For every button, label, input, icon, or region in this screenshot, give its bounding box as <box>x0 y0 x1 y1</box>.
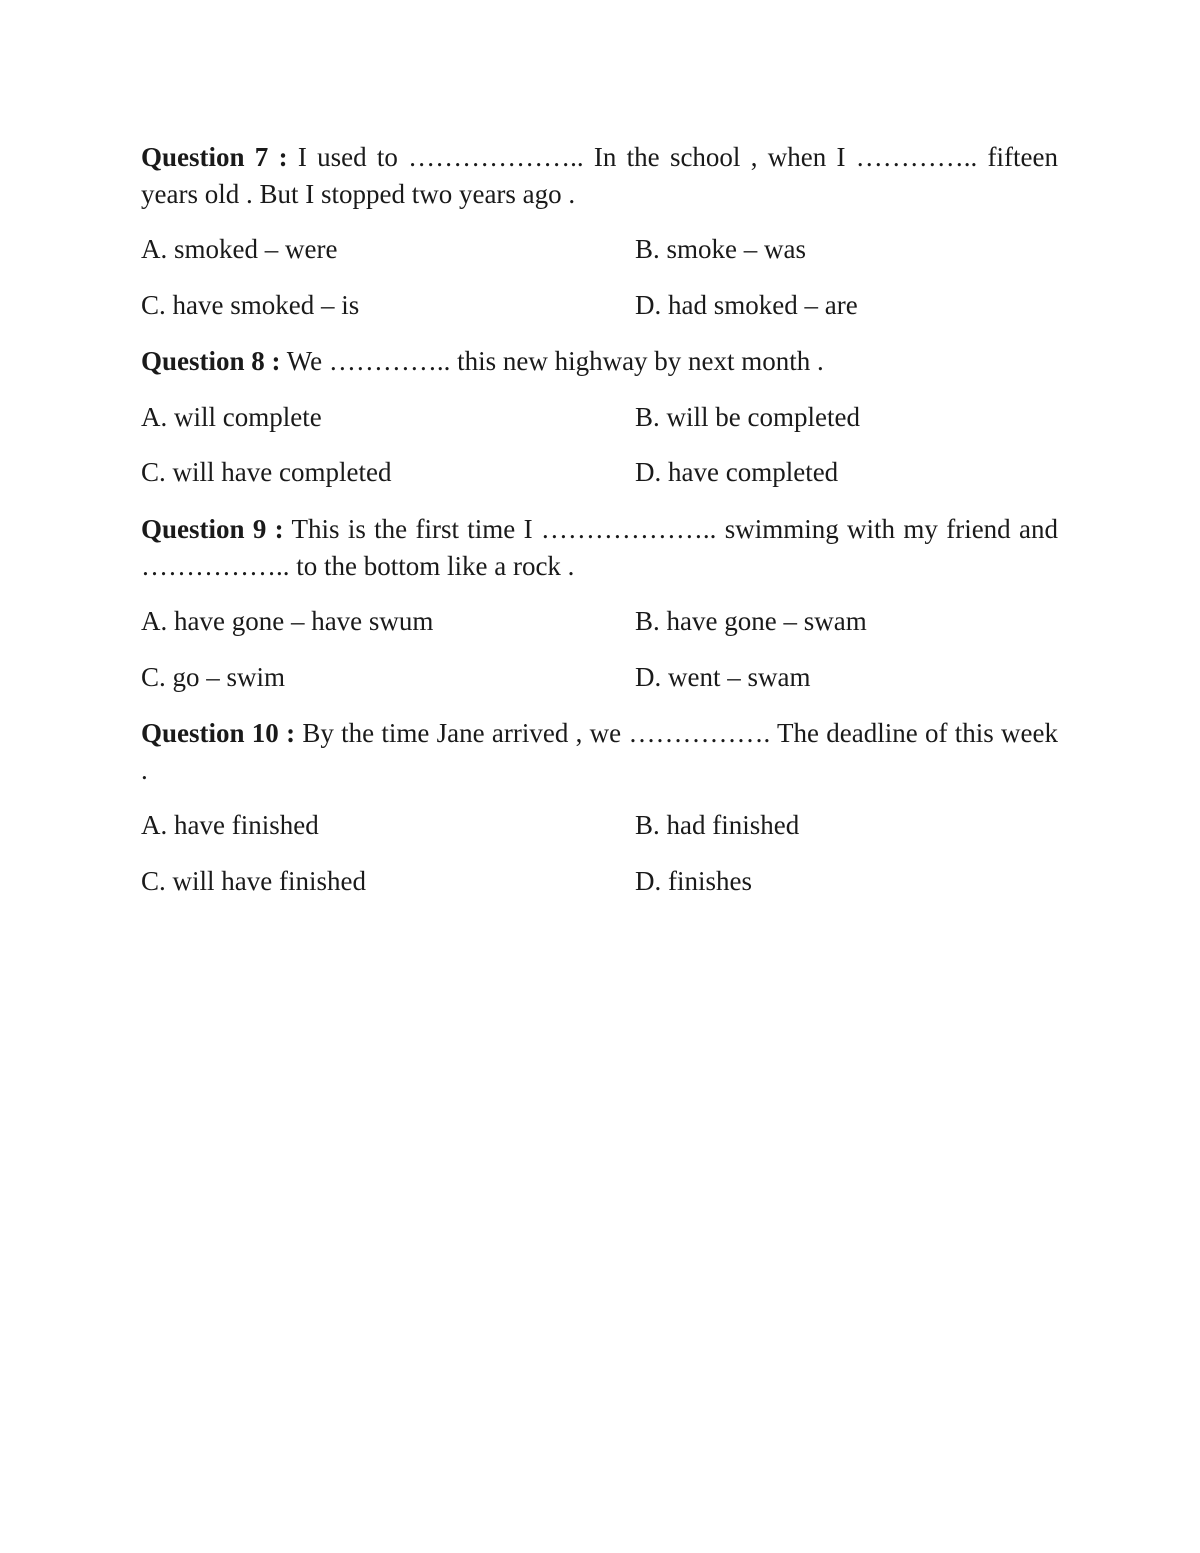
option-letter: A. <box>141 402 168 432</box>
question-9-text: This is the first time I ……………….. swimming with my friend and …………….. to the bottom like a rock . <box>141 514 1058 581</box>
option-text: have gone – swam <box>666 606 867 636</box>
option-text: finishes <box>668 866 752 896</box>
option-letter: B. <box>635 234 660 264</box>
question-8-stem <box>141 343 1058 380</box>
question-10-option-a[interactable] <box>141 807 319 844</box>
question-10-option-d[interactable] <box>635 863 752 900</box>
option-text: will have completed <box>172 457 392 487</box>
question-8 <box>141 343 1058 380</box>
question-9 <box>141 511 1058 585</box>
option-text: have completed <box>668 457 839 487</box>
option-letter: B. <box>635 402 660 432</box>
option-letter: D. <box>635 290 662 320</box>
question-7 <box>141 139 1058 213</box>
option-text: went – swam <box>668 662 811 692</box>
question-7-text: I used to ……………….. In the school , when I ………….. fifteen years old . But I stopped two years ago . <box>141 142 1058 209</box>
option-letter: B. <box>635 606 660 636</box>
question-7-option-d[interactable] <box>635 287 858 324</box>
option-letter: D. <box>635 866 662 896</box>
question-8-option-a[interactable] <box>141 399 322 436</box>
option-letter: D. <box>635 662 662 692</box>
option-letter: A. <box>141 234 168 264</box>
option-letter: C. <box>141 662 166 692</box>
question-9-label: Question 9 : <box>141 514 284 544</box>
option-letter: C. <box>141 290 166 320</box>
question-10-text: By the time Jane arrived , we ……………. The deadline of this week . <box>141 718 1058 785</box>
question-7-stem <box>141 139 1058 213</box>
question-9-stem <box>141 511 1058 585</box>
question-8-option-b[interactable] <box>635 399 860 436</box>
question-7-label: Question 7 : <box>141 142 288 172</box>
question-7-option-b[interactable] <box>635 231 806 268</box>
option-text: go – swim <box>172 662 286 692</box>
option-letter: C. <box>141 866 166 896</box>
option-text: smoked – were <box>174 234 338 264</box>
option-text: will complete <box>174 402 322 432</box>
question-9-option-b[interactable] <box>635 603 867 640</box>
question-10-label: Question 10 : <box>141 718 296 748</box>
option-text: smoke – was <box>666 234 806 264</box>
option-letter: A. <box>141 606 168 636</box>
question-8-option-d[interactable] <box>635 454 838 491</box>
option-text: had smoked – are <box>668 290 858 320</box>
option-letter: B. <box>635 810 660 840</box>
question-8-text: We ………….. this new highway by next month . <box>280 346 824 376</box>
question-9-option-c[interactable] <box>141 659 285 696</box>
question-9-option-d[interactable] <box>635 659 810 696</box>
question-10-option-c[interactable] <box>141 863 366 900</box>
option-letter: D. <box>635 457 662 487</box>
option-text: have smoked – is <box>172 290 360 320</box>
question-10 <box>141 715 1058 789</box>
question-7-option-c[interactable] <box>141 287 359 324</box>
option-text: will be completed <box>666 402 860 432</box>
option-text: have gone – have swum <box>174 606 434 636</box>
option-text: will have finished <box>172 866 366 896</box>
option-text: had finished <box>666 810 800 840</box>
option-letter: A. <box>141 810 168 840</box>
question-7-option-a[interactable] <box>141 231 337 268</box>
question-9-option-a[interactable] <box>141 603 433 640</box>
question-8-option-c[interactable] <box>141 454 391 491</box>
option-letter: C. <box>141 457 166 487</box>
question-10-option-b[interactable] <box>635 807 799 844</box>
question-8-label: Question 8 : <box>141 346 281 376</box>
question-10-stem <box>141 715 1058 789</box>
option-text: have finished <box>174 810 319 840</box>
